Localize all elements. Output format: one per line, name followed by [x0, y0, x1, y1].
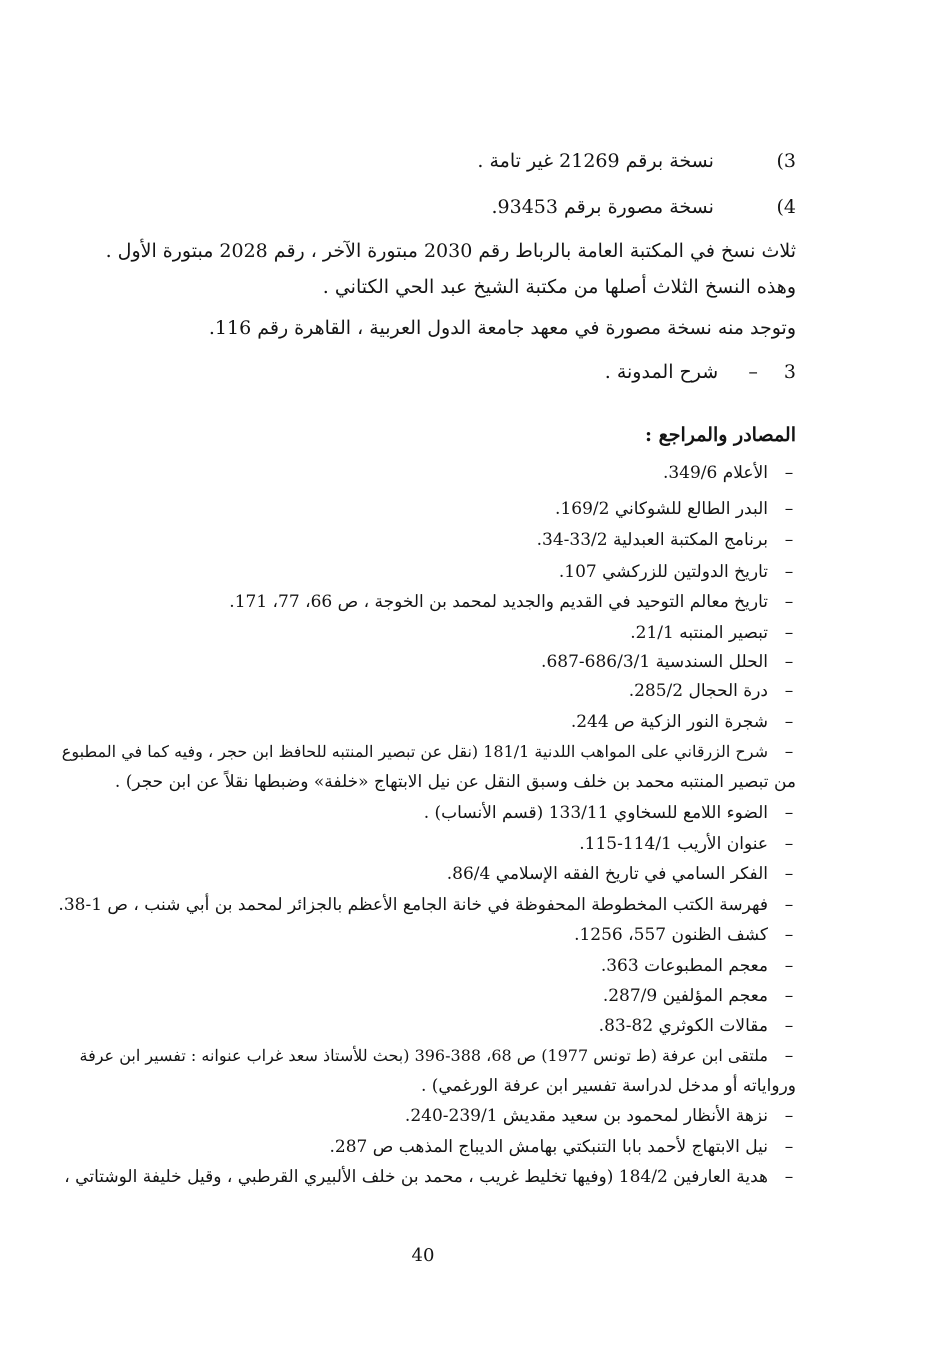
- paragraph-line: ثلاث نسخ في المكتبة العامة بالرباط رقم 2030 مبتورة الآخر ، رقم 2028 مبتورة الأول .: [105, 240, 796, 262]
- item-text: نسخة مصورة برقم 93453.: [491, 196, 714, 218]
- heading-dash: –: [748, 361, 758, 383]
- paragraph-line: وهذه النسخ الثلاث أصلها من مكتبة الشيخ عبد الحي الكتاني .: [322, 276, 796, 298]
- section-title: المصادر والمراجع :: [644, 424, 796, 446]
- numbered-heading: [605, 361, 796, 383]
- numbered-item: [492, 196, 797, 218]
- heading-text: شرح المدونة .: [604, 361, 719, 383]
- page-number: 40: [411, 1245, 435, 1266]
- numbered-item: [477, 150, 796, 172]
- item-number: (3: [776, 150, 796, 172]
- paragraph-line: وتوجد منه نسخة مصورة في معهد جامعة الدول العربية ، القاهرة رقم 116.: [208, 317, 796, 339]
- item-text: نسخة برقم 21269 غير تامة .: [477, 150, 714, 172]
- document-page: (3 نسخة برقم 21269 غير تامة . (4 نسخة مصورة برقم 93453. ثلاث نسخ في المكتبة العامة بالرباط رقم 2030 مبتورة الآخر ، رقم 2028 مبتورة الأول . وهذه النسخ الثلاث أصلها من مكتبة الشيخ عبد الحي الكتاني . وتوجد منه نسخة مصورة في معهد جامعة الدول العربية ، القاهرة رقم 116. 3 – شرح المدونة . المصادر والمراجع : – الأعلام 349/6. – البدر الطالع للشوكاني 169/2. – برنامج المكتبة العبدلية 33/2-34. – تاريخ الدولتين للزركشي 107. – تاريخ معالم التوحيد في القديم والجديد لمحمد بن الخوجة ، ص 66، 77، 171. – تبصير المنتبه 21/1. – الحلل السندسية 686/3/1-687. – درة الحجال 285/2. – شجرة النور الزكية ص 244. – شرح الزرقاني على المواهب اللدنية 181/1 (نقل عن تبصير المنتبه للحافظ ابن حجر ، وفيه كما في المطبوع من تبصير المنتبه محمد بن خلف وسبق النقل عن نيل الابتهاج «خلفة» وضبطها نقلاً عن ابن حجر) . – الضوء اللامع للسخاوي 133/11 (قسم الأنساب) . – عنوان الأريب 114/1-115. – الفكر السامي في تاريخ الفقه الإسلامي 86/4. – فهرسة الكتب المخطوطة المحفوظة في خانة الجامع الأعظم بالجزائر لمحمد بن أبي شنب ، ص 1-38. – كشف الظنون 557، 1256. – معجم المطبوعات 363. – معجم المؤلفين 287/9. – مقالات الكوثري 82-83. – ملتقى ابن عرفة (ط تونس 1977) ص 68، 388-396 (بحث للأستاذ سعد غراب عنوانه : تفسير ابن عرفة ورواياته أو مدخل لدراسة تفسير ابن عرفة الورغمي) . – نزهة الأنظار لمحمود بن سعيد مقديش 239/1-240. – نيل الابتهاج لأحمد بابا التنبكتي بهامش الديباج المذهب ص 287. – هدية العارفين 184/2 (وفيها تخليط غريب ، محمد بن خلف الألبيري القرطبي ، وقيل خليفة الوشتاتي ، 40: [0, 0, 933, 1361]
- heading-number: 3: [783, 361, 796, 383]
- item-number: (4: [776, 196, 796, 218]
